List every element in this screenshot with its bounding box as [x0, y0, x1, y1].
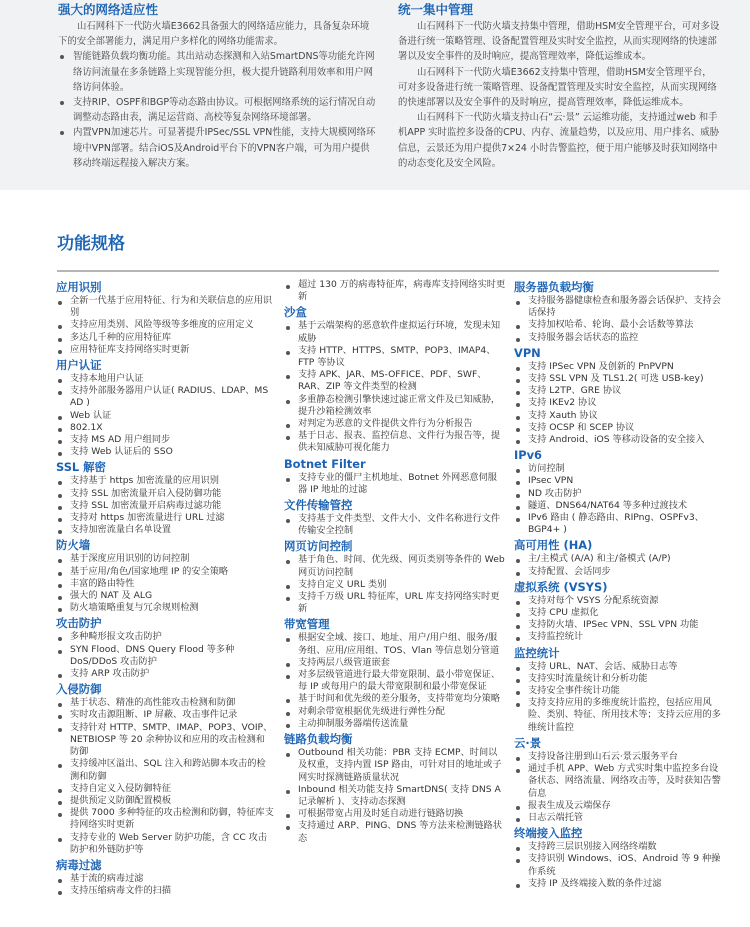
spec-item: 支持设备注册到山石云·景云服务平台: [514, 751, 724, 763]
spec-item: 支持压缩病毒文件的扫描: [56, 885, 274, 897]
spec-category-title: 入侵防御: [56, 682, 102, 697]
spec-list: [284, 472, 506, 496]
spec-item: 支持安全事件统计功能: [514, 685, 724, 697]
spec-category: [284, 618, 506, 730]
spec-item: 基于日志、报表、监控信息、文件行为报告等，提供未知威胁可视化能力: [284, 430, 506, 454]
spec-item: 丰富的路由特性: [56, 578, 274, 590]
spec-item: 多达几千种的应用特征库: [56, 332, 274, 344]
spec-item: 多重静态检测引擎快速过滤正常文件及已知威胁，提升沙箱检测效率: [284, 394, 506, 418]
central-management-paragraph: 山石网科下一代防火墙支持集中管理，借助HSM安全管理平台，可对多设备进行统一策略管理、设备配置管理及实时安全监控，从而实现网络的快速部署以及安全事件的及时响应，提高管理效率，降低运维成本。: [398, 21, 720, 63]
spec-category: [514, 581, 724, 644]
spec-item: 可根据带宽占用及时延自动进行链路切换: [284, 808, 506, 820]
spec-category-title: 攻击防护: [56, 616, 102, 631]
spec-item: 支持 CPU 虚拟化: [514, 607, 724, 619]
spec-list: [514, 361, 724, 446]
spec-item: 支持 IKEv2 协议: [514, 397, 724, 409]
spec-item: 支持自定义 URL 类别: [284, 579, 506, 591]
spec-item: 支持服务器会话状态的监控: [514, 332, 724, 344]
spec-item: 支持基于文件类型、文件大小、文件名称进行文件传输安全控制: [284, 513, 506, 537]
spec-category-title: 终端接入监控: [514, 826, 583, 841]
spec-item: 实时攻击源阻断、IP 屏蔽、攻击事件记录: [56, 709, 274, 721]
spec-category: [56, 461, 274, 536]
spec-list: [284, 513, 506, 537]
spec-list: [284, 279, 506, 303]
spec-column-3: [514, 279, 724, 893]
spec-item: 支持 ARP 攻击防护: [56, 668, 274, 680]
spec-item: 支持缓冲区溢出、SQL 注入和跨站脚本攻击的检测和防御: [56, 758, 274, 782]
central-management-paragraph: 山石网科下一代防火墙E3662支持集中管理，借助HSM安全管理平台，可对多设备进行统一策略管理、设备配置管理及实时安全监控，从而实现网络的快速部署以及安全事件的及时响应，提高管理效率，降低运维成本。: [398, 66, 717, 109]
spec-category: [514, 539, 724, 577]
spec-category: [284, 540, 506, 615]
central-management-paragraph: 山石网科下一代防火墙支持山石“云·景” 云运维功能，支持通过web 和手机APP 实时监控多设备的CPU、内存、流量趋势，以及应用、用户排名、威胁信息，云景还为用户提供7×24 小时告警监控，便于用户能够及时获知网络中的动态变化及安全风险。: [398, 112, 720, 169]
spec-list: [514, 661, 724, 734]
spec-list: [284, 747, 506, 845]
spec-list: [514, 463, 724, 536]
spec-list: [56, 295, 274, 356]
spec-item: 支持 SSL 加密流量开启入侵防御功能: [56, 488, 274, 500]
spec-category-title: 虚拟系统 (VSYS): [514, 579, 608, 594]
spec-list: [56, 873, 274, 897]
spec-item: 对多层级管道进行最大带宽限制、最小带宽保证、每 IP 或每用户的最大带宽限制和最小带宽保证: [284, 669, 506, 693]
spec-list: [284, 320, 506, 454]
spec-item: 主/主模式 (A/A) 和主/备模式 (A/P): [514, 553, 724, 565]
spec-list: [284, 554, 506, 615]
network-adaptability-title: 强大的网络适应性: [58, 2, 159, 17]
spec-list: [514, 553, 724, 577]
spec-item: 超过 130 万的病毒特征库，病毒库支持网络实时更新: [284, 279, 506, 303]
spec-item: 基于流的病毒过滤: [56, 873, 274, 885]
spec-item: ND 攻击防护: [514, 488, 724, 500]
spec-item: 支持千万级 URL 特征库，URL 库支持网络实时更新: [284, 591, 506, 615]
spec-item: 支持服务器健康检查和服务器会话保护、支持会话保持: [514, 295, 724, 319]
list-item: 支持RIP、OSPF和BGP等动态路由协议。可根据网络系统的运行情况自动调整动态路由表，满足运营商、高校等复杂网络环境部署。: [58, 95, 376, 125]
central-management-section: [398, 0, 720, 171]
spec-item: 报表生成及云端保存: [514, 800, 724, 812]
spec-list: [56, 697, 274, 856]
spec-item: 支持 Android、iOS 等移动设备的安全接入: [514, 434, 724, 446]
spec-list: [56, 553, 274, 614]
spec-item: 访问控制: [514, 463, 724, 475]
spec-item: 基于状态、精准的高性能攻击检测和防御: [56, 697, 274, 709]
spec-category-title: 应用识别: [56, 280, 102, 294]
spec-item: 支持对每个 VSYS 分配系统资源: [514, 595, 724, 607]
spec-item: 支持自定义入侵防御特征: [56, 783, 274, 795]
spec-item: 支持应用类别、风险等级等多维度的应用定义: [56, 319, 274, 331]
spec-column-1: [56, 279, 274, 900]
spec-item: 多种畸形报文攻击防护: [56, 631, 274, 643]
spec-item: 提供 7000 多种特征的攻击检测和防御，特征库支持网络实时更新: [56, 807, 274, 831]
spec-item: 支持两层八级管道嵌套: [284, 657, 506, 669]
spec-list: [514, 841, 724, 890]
spec-item: 支持 OCSP 和 SCEP 协议: [514, 422, 724, 434]
spec-item: 支持 APK、JAR、MS-OFFICE、PDF、SWF、RAR、ZIP 等文件类型的检测: [284, 369, 506, 393]
spec-category: [514, 281, 724, 344]
spec-item: 防火墙策略重复与冗余规则检测: [56, 602, 274, 614]
spec-item: 主动抑制服务器端传送流量: [284, 718, 506, 730]
spec-category: [284, 733, 506, 845]
spec-category-title: 防火墙: [56, 538, 91, 553]
spec-item: 基于云端架构的恶意软件虚拟运行环境，发现未知威胁: [284, 320, 506, 344]
spec-item: 支持实时流量统计和分析功能: [514, 673, 724, 685]
spec-category: [56, 359, 274, 458]
spec-category-title: SSL 解密: [56, 460, 106, 475]
network-adaptability-intro: 山石网科下一代防火墙E3662具备强大的网络适应能力，具备复杂环境下的安全部署能力，满足用户多样化的网络功能需求。: [58, 21, 370, 48]
spec-category: [284, 279, 506, 303]
spec-category: [514, 827, 724, 890]
spec-item: Web 认证: [56, 410, 274, 422]
spec-category: [284, 458, 506, 496]
spec-column-2: [284, 279, 506, 848]
spec-item: 支持配置、会话同步: [514, 566, 724, 578]
spec-category-title: IPv6: [514, 448, 542, 463]
spec-list: [284, 632, 506, 730]
spec-item: 支持对 https 加密流量进行 URL 过滤: [56, 512, 274, 524]
spec-item: 支持 MS AD 用户组同步: [56, 434, 274, 446]
spec-item: 支持 L2TP、GRE 协议: [514, 385, 724, 397]
spec-list: [514, 595, 724, 644]
spec-category-title: VPN: [514, 345, 541, 360]
spec-item: 支持外部服务器用户认证( RADIUS、LDAP、MS AD ): [56, 385, 274, 409]
spec-list: [514, 295, 724, 344]
spec-category-title: 服务器负载均衡: [514, 280, 594, 294]
spec-list: [56, 373, 274, 458]
spec-item: 支持专业的 Web Server 防护功能，含 CC 攻击防护和外链防护等: [56, 832, 274, 856]
spec-category: [56, 617, 274, 680]
spec-list: [56, 631, 274, 680]
spec-item: 支持 URL、NAT、会话、威胁日志等: [514, 661, 724, 673]
spec-item: 对剩余带宽根据优先级进行弹性分配: [284, 706, 506, 718]
spec-item: 支持 IPSec VPN 及创新的 PnPVPN: [514, 361, 724, 373]
spec-item: 支持支持应用的多维度统计监控，包括应用风险、类别、特征、所用技术等；支持云应用的多维统计监控: [514, 697, 724, 734]
section-divider: [57, 270, 719, 272]
spec-item: 日志云端托管: [514, 812, 724, 824]
spec-item: 支持 SSL VPN 及 TLS1.2( 可选 USB-key): [514, 373, 724, 385]
spec-item: 802.1X: [56, 422, 274, 434]
spec-category: [284, 306, 506, 454]
spec-item: 支持 IP 及终端接入数的条件过滤: [514, 878, 724, 890]
spec-category-title: 病毒过滤: [56, 857, 102, 872]
spec-item: 支持 SSL 加密流量开启病毒过滤功能: [56, 500, 274, 512]
spec-item: 通过手机 APP、Web 方式实时集中监控多台设备状态、网络流量、网络攻击等，及时获知告警信息: [514, 763, 724, 800]
spec-category: [284, 499, 506, 537]
spec-item: 支持专业的僵尸主机地址、Botnet 外网恶意伺服器 IP 地址的过滤: [284, 472, 506, 496]
spec-list: [56, 475, 274, 536]
spec-category: [514, 347, 724, 446]
spec-item: 支持监控统计: [514, 631, 724, 643]
spec-item: 应用特征库支持网络实时更新: [56, 344, 274, 356]
spec-category-title: 用户认证: [56, 358, 102, 373]
spec-item: 支持跨三层识别接入网络终端数: [514, 841, 724, 853]
spec-item: 支持 Web 认证后的 SSO: [56, 446, 274, 458]
spec-item: 根据安全域、接口、地址、用户/用户组、服务/服务组、应用/应用组、TOS、Vlan 等信息划分管道: [284, 632, 506, 656]
spec-category-title: 链路负载均衡: [284, 732, 353, 747]
spec-item: 基于角色、时间、优先级、网页类别等条件的 Web 网页访问控制: [284, 554, 506, 578]
spec-item: 支持本地用户认证: [56, 373, 274, 385]
spec-item: 基于深度应用识别的访问控制: [56, 553, 274, 565]
spec-item: 提供预定义防御配置模板: [56, 795, 274, 807]
spec-category-title: Botnet Filter: [284, 456, 366, 471]
network-adaptability-section: [58, 0, 376, 171]
spec-item: Outbound 相关功能：PBR 支持 ECMP、时间以及权重，支持内置 ISP 路由，可针对目的地址或子网实时探测链路质量状况: [284, 747, 506, 784]
spec-category: [56, 281, 274, 356]
spec-category: [56, 859, 274, 897]
spec-item: 支持防火墙、IPSec VPN、SSL VPN 功能: [514, 619, 724, 631]
network-adaptability-list: [58, 49, 376, 171]
spec-item: 支持基于 https 加密流量的应用识别: [56, 475, 274, 487]
spec-item: 对判定为恶意的文件提供文件行为分析报告: [284, 418, 506, 430]
spec-category: [56, 683, 274, 856]
spec-item: 基于时间和优先级的差分服务，支持带宽均分策略: [284, 693, 506, 705]
spec-category-title: 文件传输管控: [284, 498, 353, 513]
spec-category: [56, 539, 274, 614]
spec-category-title: 网页访问控制: [284, 539, 353, 554]
spec-category-title: 监控统计: [514, 645, 560, 660]
spec-item: IPsec VPN: [514, 475, 724, 487]
spec-category: [514, 647, 724, 734]
spec-category: [514, 449, 724, 536]
spec-item: IPv6 路由 ( 静态路由、RIPng、OSPFv3、BGP4+ ): [514, 512, 724, 536]
spec-category-title: 高可用性 (HA): [514, 538, 593, 553]
section-title: 功能规格: [57, 234, 125, 254]
spec-item: 支持加权哈希、轮询、最小会话数等算法: [514, 319, 724, 331]
spec-item: 强大的 NAT 及 ALG: [56, 590, 274, 602]
spec-item: 支持加密流量白名单设置: [56, 524, 274, 536]
spec-item: 全新一代基于应用特征、行为和关联信息的应用识别: [56, 295, 274, 319]
spec-item: 支持针对 HTTP、SMTP、IMAP、POP3、VOIP、NETBIOSP 等 20 余种协议和应用的攻击检测和防御: [56, 722, 274, 759]
list-item: 智能链路负载均衡功能。其出站动态探测和入站SmartDNS等功能允许网络访问流量在多条链路上实现智能分担，极大提升链路利用效率和用户网络访问体验。: [58, 49, 376, 95]
spec-list: [514, 751, 724, 824]
spec-category-title: 沙盒: [284, 305, 307, 320]
spec-item: 基于应用/角色/国家地理 IP 的安全策略: [56, 566, 274, 578]
spec-item: 支持通过 ARP、PING、DNS 等方法来检测链路状态: [284, 820, 506, 844]
spec-item: 支持识别 Windows、iOS、Android 等 9 种操作系统: [514, 853, 724, 877]
list-item: 内置VPN加速芯片。可显著提升IPSec/SSL VPN性能，支持大规模网络环境中VPN部署。结合iOS及Android平台下的VPN客户端，可为用户提供移动终端远程接入解决方案。: [58, 125, 376, 171]
spec-item: Inbound 相关功能支持 SmartDNS( 支持 DNS A 记录解析 )、支持动态探测: [284, 784, 506, 808]
spec-item: 支持 HTTP、HTTPS、SMTP、POP3、IMAP4、FTP 等协议: [284, 345, 506, 369]
spec-category-title: 云·景: [514, 735, 542, 750]
central-management-title: 统一集中管理: [398, 2, 474, 17]
spec-item: SYN Flood、DNS Query Flood 等多种 DoS/DDoS 攻击防护: [56, 644, 274, 668]
spec-item: 支持 Xauth 协议: [514, 410, 724, 422]
spec-category-title: 带宽管理: [284, 617, 330, 632]
spec-item: 隧道、DNS64/NAT64 等多种过渡技术: [514, 500, 724, 512]
spec-category: [514, 737, 724, 824]
